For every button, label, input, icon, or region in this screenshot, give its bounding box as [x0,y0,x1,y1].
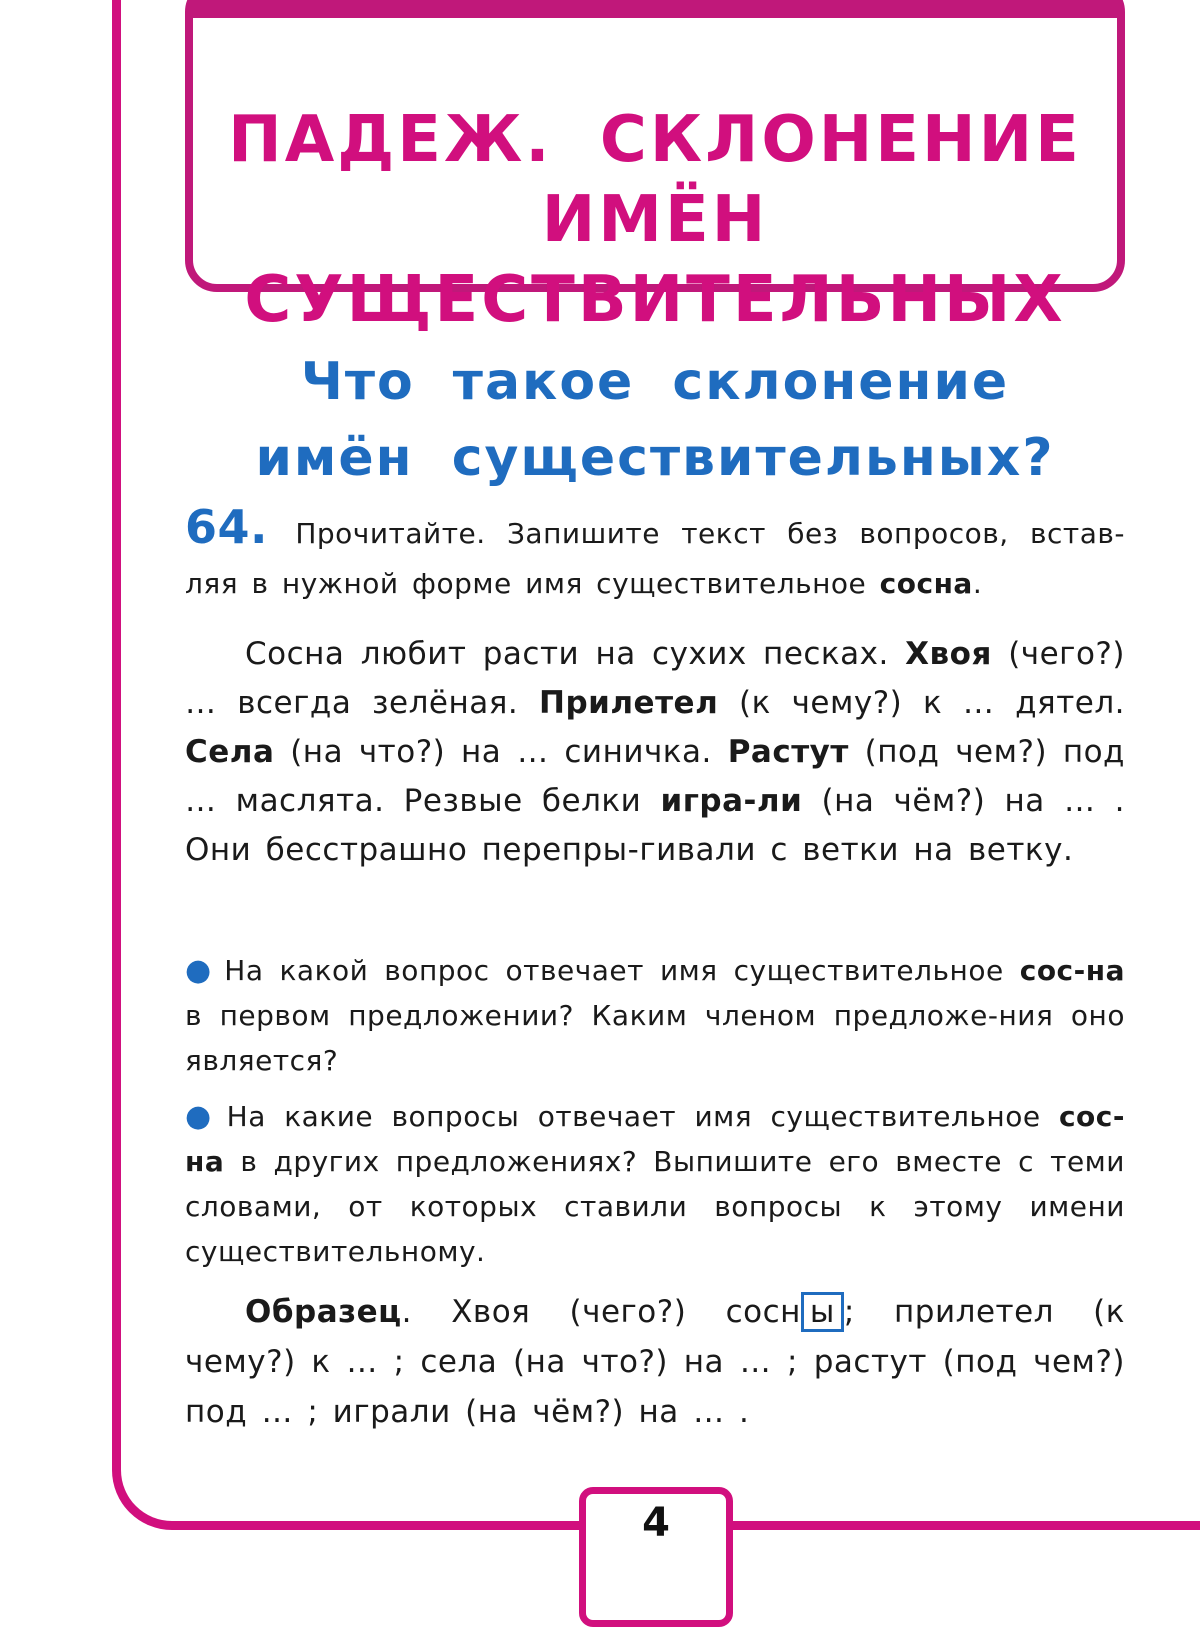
passage-bold-word-4: Растут [727,734,849,770]
passage-bold-word-5: игра-ли [660,783,803,819]
bullet-icon: ● [185,1099,217,1134]
section-title-line1: Что такое склонение [300,352,1010,412]
page-frame-left [112,0,192,1530]
chapter-title [185,100,1125,340]
passage-bold-word-1: Хвоя [905,636,992,672]
chapter-title-line1: ПАДЕЖ. СКЛОНЕНИЕ [228,103,1082,177]
section-title [185,344,1125,496]
exercise-number: 64. [185,500,268,554]
passage-bold-word-3: Села [185,734,275,770]
question-2-part1: На какие вопросы отвечает имя существительное [226,1100,1041,1133]
sample-stem: сосн [725,1294,801,1330]
chapter-title-line2: ИМЁН СУЩЕСТВИТЕЛЬНЫХ [244,183,1066,337]
exercise-task-text: Прочитайте. Запишите текст без вопросов, встав-ляя в нужной форме имя существительное [185,517,1125,600]
question-1 [185,948,1125,1083]
sample-part2: ; прилетел (к чему?) к … ; села (на что?) на … ; растут (под чем?) под … ; играли (на чём?) на … . [185,1294,1126,1430]
sample-ending-box: ы [801,1292,844,1332]
question-2 [185,1094,1125,1274]
bullet-icon: ● [185,953,215,988]
question-2-word: сос-на [185,1100,1125,1178]
passage-sentence-3: (к чему?) к … дятел. [739,685,1126,721]
question-1-part2: в первом предложении? Каким членом предложе-ния оно является? [185,999,1125,1077]
exercise-task-end: . [972,567,983,600]
question-1-part1: На какой вопрос отвечает имя существительное [224,954,1004,987]
exercise-passage [185,630,1125,875]
sample [185,1287,1125,1437]
question-2-part2: в других предложениях? Выпишите его вместе с теми словами, от которых ставили вопросы к этому имени существительному. [185,1145,1125,1268]
sample-label: Образец [245,1294,402,1330]
exercise-task-word: сосна [879,567,973,600]
page-number: 4 [642,1500,670,1546]
exercise-task [185,502,1125,609]
passage-sentence-6: (на чём?) на … . Они бесстрашно перепры-гивали с ветки на ветку. [185,783,1125,868]
passage-sentence-5: (под чем?) под … маслята. Резвые белки [185,734,1125,819]
question-1-word: сос-на [1019,954,1126,987]
passage-bold-word-2: Прилетел [539,685,719,721]
sample-part1: . Хвоя (чего?) [401,1294,687,1330]
section-title-line2: имён существительных? [255,428,1055,488]
passage-sentence-2: (чего?) … всегда зелёная. [185,636,1125,721]
passage-sentence-1: Сосна любит расти на сухих песках. [245,636,889,672]
passage-sentence-4: (на что?) на … синичка. [290,734,712,770]
